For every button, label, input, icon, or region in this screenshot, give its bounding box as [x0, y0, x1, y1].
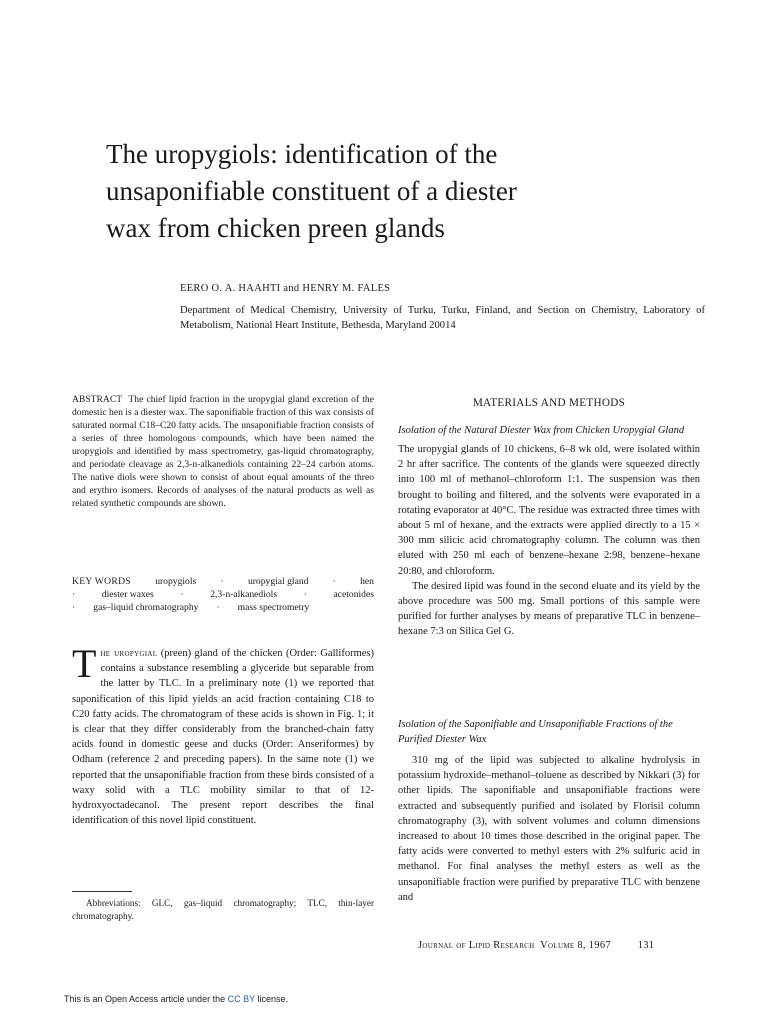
- keyword: gas–liquid chromatography: [93, 602, 199, 614]
- running-footer: [418, 940, 654, 951]
- license-link[interactable]: CC BY: [227, 994, 255, 1004]
- footnote: [72, 897, 374, 922]
- journal-volume: Volume 8, 1967: [540, 940, 611, 951]
- keyword: uropygial gland: [247, 576, 309, 587]
- authors: EERO O. A. HAAHTI and HENRY M. FALES: [180, 283, 391, 294]
- separator-dot: ·: [180, 589, 184, 601]
- title-line: The uropygiols: identification of the: [106, 139, 498, 169]
- keyword: acetonides: [333, 589, 374, 601]
- intro-text: (preen) gland of the chicken (Order: Galliformes) contains a substance resembling a glyceride but separable from the latter by TLC. In a preliminary note (1) we reported that saponification of this lipid yields an acid fraction containing C18 to C20 fatty acids. The chromatogram of these acids is shown in Fig. 1; it is clear that they differ considerably from the branched-chain fatty acids found in domestic geese and ducks (Order: Anseriformes) by Odham (reference 2 and preceding papers). In the same note (1) we reported that the unsaponifiable fraction from these birds consisted of a waxy solid with a TLC mobility similar to that of 12-hydroxyoctadecanol. The present report describes the final identification of this novel lipid constituent.: [72, 648, 374, 827]
- license-text: This is an Open Access article under the: [64, 994, 226, 1004]
- methods-part-1: [398, 423, 700, 640]
- keyword: 2,3-n-alkanediols: [210, 589, 278, 601]
- footnote-text: Abbreviations: GLC, gas–liquid chromatography; TLC, thin-layer chromatography.: [72, 898, 374, 921]
- article-title: [106, 136, 706, 247]
- introduction: [72, 641, 374, 828]
- keywords: [72, 575, 374, 615]
- abstract-label: ABSTRACT: [72, 394, 123, 405]
- title-line: wax from chicken preen glands: [106, 213, 445, 243]
- keyword: diester waxes: [101, 589, 154, 601]
- methods-part-2: [398, 717, 700, 905]
- drop-cap: T: [72, 641, 97, 686]
- separator-dot: ·: [303, 589, 307, 601]
- separator-dot: ·: [220, 576, 224, 587]
- separator-dot: ·: [332, 576, 336, 587]
- abstract-text: The chief lipid fraction in the uropygial gland excretion of the domestic hen is a diester wax. The saponifiable fraction of this wax consists of saturated normal C18–C20 fatty acids. The unsaponifiable fraction consists of a series of three homologous compounds, which have been named the uropygiols and identified by mass spectrometry, gas-liquid chromatography, and periodate cleavage as 2,3-n-alkanediols containing 22–24 carbon atoms. The native diols were shown to consist of about equal amounts of the threo and erythro isomers. Records of analyses of the natural products as well as related synthetic compounds are shown.: [72, 394, 374, 509]
- license-notice: [64, 994, 288, 1004]
- separator-dot: ·: [72, 602, 76, 614]
- separator-dot: ·: [216, 602, 220, 614]
- affiliation: Department of Medical Chemistry, University of Turku, Turku, Finland, and Section on Chemistry, Laboratory of Metabolism, National Heart Institute, Bethesda, Maryland 20014: [180, 305, 705, 331]
- keyword: mass spectrometry: [237, 602, 310, 614]
- section-heading: MATERIALS AND METHODS: [472, 397, 626, 409]
- license-end: license.: [257, 994, 288, 1004]
- intro-lead: he uropygial: [100, 648, 158, 659]
- journal-name: Journal of Lipid Research: [418, 940, 535, 951]
- title-line: unsaponifiable constituent of a diester: [106, 176, 517, 206]
- paragraph: The uropygial glands of 10 chickens, 6–8 wk old, were isolated within 2 hr after sacrifice. The contents of the glands were squeezed directly into 100 ml of methanol–chloroform 1:1. The suspension was then brought to boiling and filtered, and the solvents were evaporated in a rotating evaporator at 40°C. The residue was extracted three times with about 5 ml of hexane, and the extracts were applied directly to a 15 × 300 mm silicic acid chromatography column. The column was then eluted with 250 ml each of benzene–hexane 2:98, benzene–hexane 20:80, and chloroform.: [398, 444, 700, 577]
- keyword: hen: [360, 576, 374, 587]
- subsection-heading: Isolation of the Natural Diester Wax from Chicken Uropygial Gland: [398, 425, 685, 436]
- abstract: [72, 393, 374, 510]
- paragraph: The desired lipid was found in the second eluate and its yield by the above procedure was 500 mg. Small portions of this sample were purified for further analyses by means of preparative TLC in benzene–hexane 7:3 on Silica Gel G.: [398, 580, 700, 638]
- paragraph: 310 mg of the lipid was subjected to alkaline hydrolysis in potassium hydroxide–methanol–toluene as described by Nikkari (3) for other lipids. The saponifiable and unsaponifiable fractions were extracted and subsequently purified and isolated by Florisil column chromatography (3), with solvent volumes and column dimensions increased to about 10 times those described in the original paper. The fatty acids were converted to methyl esters with 2% sulfuric acid in methanol. For final analyses the methyl esters as well as the unsaponifiable fraction were purified by preparative TLC with benzene and: [398, 755, 700, 903]
- keyword: uropygiols: [155, 576, 197, 587]
- separator-dot: ·: [72, 589, 76, 601]
- footnote-rule: [72, 891, 132, 892]
- page-number: 131: [637, 940, 655, 951]
- keywords-label: KEY WORDS: [72, 576, 131, 587]
- subsection-heading: Isolation of the Saponifiable and Unsaponifiable Fractions of the Purified Diester Wax: [398, 719, 673, 745]
